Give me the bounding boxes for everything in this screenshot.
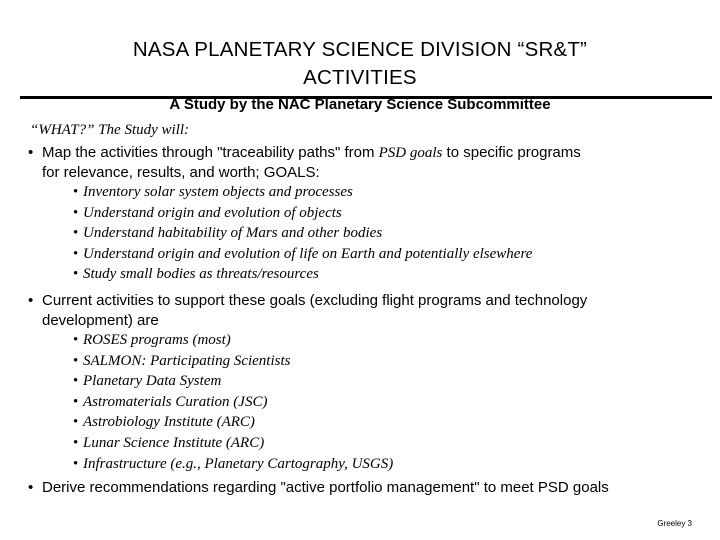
bullet-marker: •: [73, 393, 79, 410]
activity-item-text: Infrastructure (e.g., Planetary Cartography, USGS): [83, 455, 394, 472]
activities-list: [73, 330, 394, 474]
bullet-marker: •: [28, 144, 34, 161]
goal-item: [73, 244, 533, 265]
bullet-current-activities-line-2: development) are: [42, 312, 159, 329]
bullet-map-activities: [28, 143, 700, 183]
bullet-map-activities-line-2: for relevance, results, and worth; GOALS:: [42, 164, 320, 181]
slide-subtitle: A Study by the NAC Planetary Science Subcommittee: [169, 96, 551, 113]
goal-item-text: Inventory solar system objects and processes: [83, 184, 353, 200]
bullet-map-activities-line-1: [42, 143, 700, 163]
slide-title: [40, 36, 680, 92]
bullet-marker: •: [73, 332, 79, 348]
goals-list: [73, 182, 533, 285]
what-heading: “WHAT?” The Study will:: [30, 122, 190, 138]
slide-footer: Greeley 3: [657, 519, 692, 528]
goal-item: [73, 203, 532, 224]
activity-item-text: Planetary Data System: [83, 373, 222, 390]
bullet-marker: •: [73, 225, 79, 242]
slide-title-line-1: NASA PLANETARY SCIENCE DIVISION “SR&T”: [132, 38, 588, 61]
goal-item-text: Understand origin and evolution of objects: [83, 204, 342, 221]
bullet-derive-recommendations: [28, 478, 718, 498]
activity-item-text: SALMON: Participating Scientists: [83, 352, 291, 369]
goal-item-text: Understand habitability of Mars and other bodies: [83, 225, 383, 242]
psd-goals-emphasis: PSD goals: [378, 145, 443, 161]
bullet-marker: •: [73, 373, 79, 390]
activity-item: [73, 392, 393, 413]
bullet-map-text-c: to specific programs: [442, 144, 581, 161]
goal-item: [73, 264, 532, 285]
activity-item-text: Astrobiology Institute (ARC): [83, 414, 255, 431]
bullet-marker: •: [73, 434, 79, 451]
activity-item-text: ROSES programs (most): [83, 332, 231, 348]
bullet-marker: •: [73, 245, 79, 262]
bullet-marker: •: [73, 266, 79, 283]
bullet-marker: •: [73, 184, 79, 200]
bullet-marker: •: [73, 455, 79, 472]
activity-item-text: Astromaterials Curation (JSC): [83, 393, 268, 410]
activity-item: [73, 330, 393, 351]
bullet-marker: •: [28, 479, 34, 496]
bullet-marker: •: [73, 352, 79, 369]
goal-item-text: Study small bodies as threats/resources: [83, 266, 319, 283]
bullet-marker: •: [28, 292, 34, 309]
slide-title-line-2: ACTIVITIES: [303, 66, 417, 89]
goal-item: [73, 182, 532, 203]
bullet-current-activities: [28, 291, 700, 331]
activity-item: [73, 412, 393, 433]
bullet-derive-recommendations-text: Derive recommendations regarding "active portfolio management" to meet PSD goals: [42, 479, 609, 496]
activity-item: [73, 351, 393, 372]
activity-item: [73, 433, 393, 454]
bullet-current-activities-line-1: Current activities to support these goals (excluding flight programs and technology: [42, 292, 588, 309]
bullet-marker: •: [73, 414, 79, 431]
bullet-marker: •: [73, 204, 79, 221]
activity-item: [73, 454, 394, 475]
bullet-map-text-a: Map the activities through "traceability paths" from: [42, 144, 379, 161]
activity-item-text: Lunar Science Institute (ARC): [83, 434, 265, 451]
activity-item: [73, 371, 393, 392]
goal-item: [73, 223, 532, 244]
goal-item-text: Understand origin and evolution of life on Earth and potentially elsewhere: [83, 245, 533, 262]
